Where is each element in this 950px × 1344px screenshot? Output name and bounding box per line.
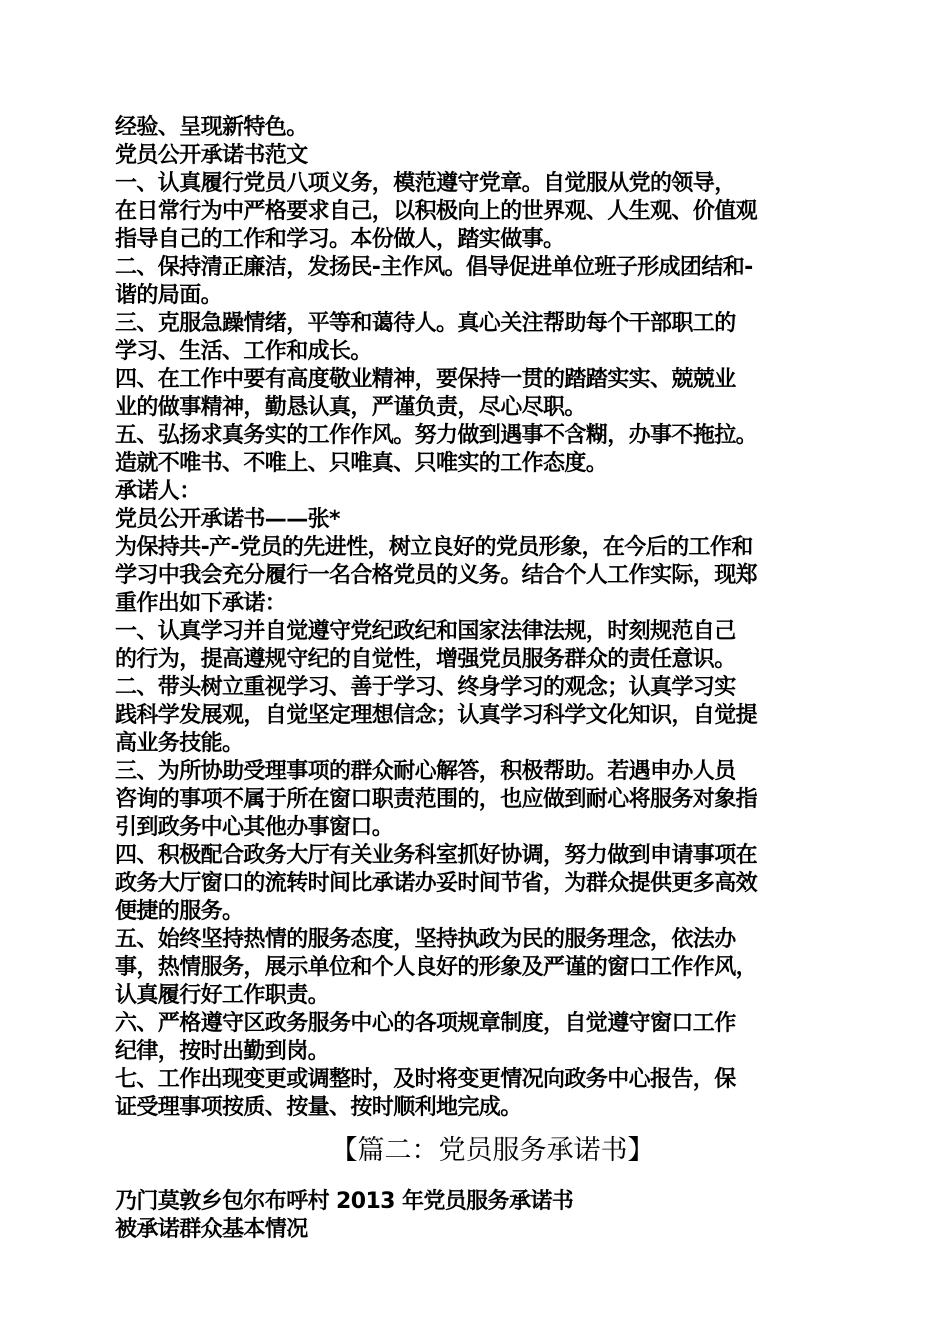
text-line: 经验、呈现新特色。 [115,115,308,140]
text-line: 一、认真学习并自觉遵守党纪政纪和国家法律法规，时刻规范自己 [115,619,736,644]
text-line: 在日常行为中严格要求自己，以积极向上的世界观、人生观、价值观 [115,199,758,224]
text-line: 七、工作出现变更或调整时，及时将变更情况向政务中心报告，保 [115,1067,736,1092]
section-heading: 【篇二：党员服务承诺书】 [330,1135,655,1166]
text-line: 承诺人： [115,479,201,504]
text-line: 被承诺群众基本情况 [115,1217,308,1242]
text-line: 证受理事项按质、按量、按时顺利地完成。 [115,1095,522,1120]
text-line: 三、为所协助受理事项的群众耐心解答，积极帮助。若遇申办人员 [115,759,736,784]
text-line: 纪律，按时出勤到岗。 [115,1039,330,1064]
text-line: 认真履行好工作职责。 [115,983,330,1008]
body-text-block-2 [115,1188,840,1244]
text-line: 二、保持清正廉洁，发扬民-主作风。倡导促进单位班子形成团结和- [115,255,753,280]
text-line: 乃门莫敦乡包尔布呼村 2013 年党员服务承诺书 [115,1189,574,1214]
text-line: 高业务技能。 [115,731,244,756]
text-line: 引到政务中心其他办事窗口。 [115,815,394,840]
text-line: 践科学发展观，自觉坚定理想信念；认真学习科学文化知识，自觉提 [115,703,758,728]
text-line: 五、弘扬求真务实的工作作风。努力做到遇事不含糊，办事不拖拉。 [115,423,758,448]
body-text-block [115,114,840,1122]
text-line: 六、严格遵守区政务服务中心的各项规章制度，自觉遵守窗口工作 [115,1011,736,1036]
text-line: 二、带头树立重视学习、善于学习、终身学习的观念；认真学习实 [115,675,736,700]
text-line: 为保持共-产-党员的先进性，树立良好的党员形象，在今后的工作和 [115,535,753,560]
text-line: 的行为，提高遵规守纪的自觉性，增强党员服务群众的责任意识。 [115,647,736,672]
text-line: 党员公开承诺书范文 [115,143,308,168]
text-line: 三、克服急躁情绪，平等和蔼待人。真心关注帮助每个干部职工的 [115,311,736,336]
text-line: 重作出如下承诺： [115,591,287,616]
text-line: 业的做事精神，勤恳认真，严谨负责，尽心尽职。 [115,395,586,420]
text-line: 造就不唯书、不唯上、只唯真、只唯实的工作态度。 [115,451,608,476]
text-line: 学习、生活、工作和成长。 [115,339,372,364]
text-line: 五、始终坚持热情的服务态度，坚持执政为民的服务理念，依法办 [115,927,736,952]
document-page [115,114,840,1244]
text-line: 一、认真履行党员八项义务，模范遵守党章。自觉服从党的领导， [115,171,736,196]
text-line: 政务大厅窗口的流转时间比承诺办妥时间节省，为群众提供更多高效 [115,871,758,896]
text-line: 四、积极配合政务大厅有关业务科室抓好协调，努力做到申请事项在 [115,843,758,868]
text-line: 咨询的事项不属于所在窗口职责范围的，也应做到耐心将服务对象指 [115,787,758,812]
text-line: 学习中我会充分履行一名合格党员的义务。结合个人工作实际，现郑 [115,563,758,588]
text-line: 便捷的服务。 [115,899,244,924]
text-line: 党员公开承诺书——张* [115,507,340,532]
text-line: 事，热情服务，展示单位和个人良好的形象及严谨的窗口工作作风， [115,955,758,980]
text-line: 指导自己的工作和学习。本份做人，踏实做事。 [115,227,565,252]
text-line: 四、在工作中要有高度敬业精神，要保持一贯的踏踏实实、兢兢业 [115,367,736,392]
text-line: 谐的局面。 [115,283,223,308]
